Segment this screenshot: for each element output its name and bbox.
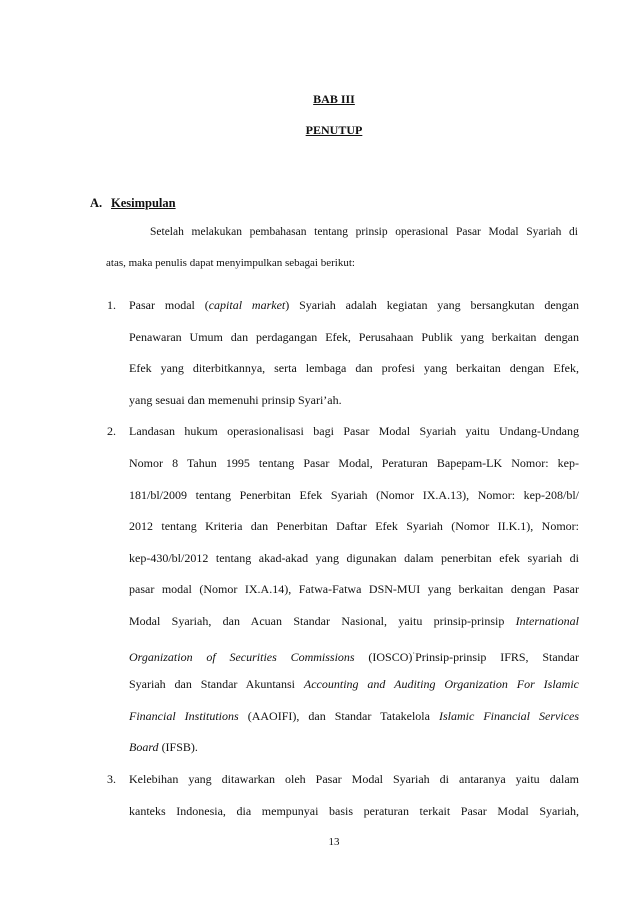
list-item-3: [107, 764, 579, 827]
item-line: 181/bl/2009 tentang Penerbitan Efek Syariah (Nomor IX.A.13), Nomor: kep-208/bl/: [129, 487, 579, 502]
item-line: Landasan hukum operasionalisasi bagi Pasar Modal Syariah yaitu Undang-Undang: [129, 424, 579, 439]
item-line: Financial Institutions (AAOIFI), dan Standar Tatakelola Islamic Financial Services: [129, 708, 579, 723]
item-line: kep-430/bl/2012 tentang akad-akad yang digunakan dalam penerbitan efek syariah di: [129, 550, 579, 565]
chapter-heading: BAB III: [313, 92, 355, 106]
item-line: 2012 tentang Kriteria dan Penerbitan Daftar Efek Syariah (Nomor II.K.1), Nomor:: [129, 519, 579, 534]
section-label: Kesimpulan: [111, 196, 176, 210]
item-line: pasar modal (Nomor IX.A.14), Fatwa-Fatwa DSN-MUI yang berkaitan dengan Pasar: [129, 582, 579, 597]
conclusion-list: [107, 290, 579, 827]
list-item-1: [107, 290, 579, 416]
item-line: Pasar modal (capital market) Syariah adalah kegiatan yang bersangkutan dengan: [129, 298, 579, 312]
item-number: 2.: [107, 424, 116, 439]
intro-line-1: Setelah melakukan pembahasan tentang prinsip operasional Pasar Modal Syariah di: [150, 226, 578, 238]
intro-line-2: atas, maka penulis dapat menyimpulkan sebagai berikut:: [106, 257, 355, 269]
item-line: yang sesuai dan memenuhi prinsip Syari’ah.: [129, 392, 342, 407]
list-item-2: [107, 416, 579, 764]
item-line: Efek yang diterbitkannya, serta lembaga dan profesi yang berkaitan dengan Efek,: [129, 361, 579, 376]
item-line: Penawaran Umum dan perdagangan Efek, Perusahaan Publik yang berkaitan dengan: [129, 329, 579, 344]
page-number: 13: [328, 836, 340, 848]
item-line: Nomor 8 Tahun 1995 tentang Pasar Modal, Peraturan Bapepam-LK Nomor: kep-: [129, 455, 579, 470]
item-line: Kelebihan yang ditawarkan oleh Pasar Modal Syariah di antaranya yaitu dalam: [129, 771, 579, 786]
item-line: kanteks Indonesia, dia mempunyai basis peraturan terkait Pasar Modal Syariah,: [129, 803, 579, 818]
section-marker: A.: [90, 196, 103, 210]
item-number: 3.: [107, 771, 116, 786]
item-line: Organization of Securities Commissions (IOSCO)·Prinsip-prinsip IFRS, Standar: [129, 648, 580, 664]
item-number: 1.: [107, 298, 116, 312]
item-line: Board (IFSB).: [129, 740, 198, 755]
item-line: Syariah dan Standar Akuntansi Accounting and Auditing Organization For Islamic: [129, 677, 580, 692]
section-heading: [90, 196, 176, 211]
chapter-title: PENUTUP: [305, 123, 363, 137]
item-line: Modal Syariah, dan Acuan Standar Nasional, yaitu prinsip-prinsip International: [129, 613, 579, 628]
